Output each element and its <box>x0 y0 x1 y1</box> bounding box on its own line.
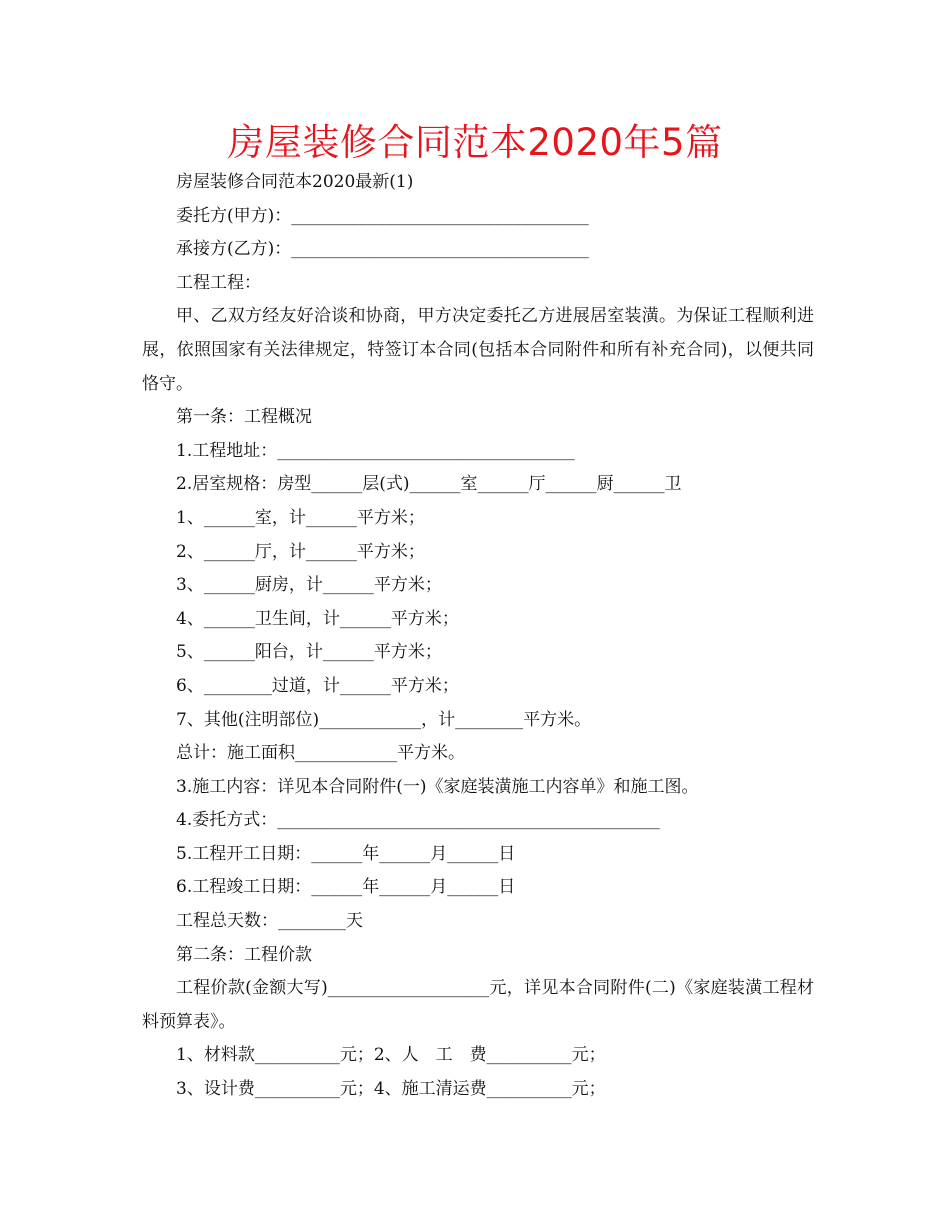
work-content-line: 3.施工内容：详见本合同附件(一)《家庭装潢施工内容单》和施工图。 <box>176 776 699 797</box>
area-item-hall: 2、______厅，计______平方米； <box>176 541 425 562</box>
project-address-line: 1.工程地址：___________________________________ <box>176 440 575 461</box>
article-1-heading: 第一条：工程概况 <box>176 407 312 428</box>
project-price-paragraph: 工程价款(金额大写)___________________元，详见本合同附件(二)《家庭装潢工程材料预算表》。 <box>142 978 814 1032</box>
party-a-line: 委托方(甲方)：___________________________________ <box>176 205 589 226</box>
preamble-paragraph: 甲、乙双方经友好洽谈和协商，甲方决定委托乙方进展居室装潢。为保证工程顺利进展，依照国家有关法律规定，特签订本合同(包括本合同附件和所有补充合同)，以便共同恪守。 <box>142 306 814 394</box>
cost-items-line-1: 1、材料款__________元；2、人 工 费__________元； <box>176 1045 606 1066</box>
room-spec-line: 2.居室规格：房型______层(式)______室______厅______厨______卫 <box>176 474 682 495</box>
area-item-room: 1、______室，计______平方米； <box>176 507 425 528</box>
project-label: 工程工程： <box>176 272 261 293</box>
area-item-balcony: 5、______阳台，计______平方米； <box>176 642 442 663</box>
start-date-line: 5.工程开工日期：______年______月______日 <box>176 843 516 864</box>
total-days-line: 工程总天数：________天 <box>176 911 363 932</box>
area-item-bathroom: 4、______卫生间，计______平方米； <box>176 608 459 629</box>
area-item-kitchen: 3、______厨房，计______平方米； <box>176 575 442 596</box>
contract-subtitle: 房屋装修合同范本2020最新(1) <box>176 172 414 192</box>
document-title: 房屋装修合同范本2020年5篇 <box>227 121 723 164</box>
commission-method-line: 4.委托方式：_____________________________________________ <box>176 810 660 831</box>
area-total-line: 总计：施工面积____________平方米。 <box>176 743 465 764</box>
completion-date-line: 6.工程竣工日期：______年______月______日 <box>176 877 516 898</box>
area-item-other: 7、其他(注明部位)____________，计________平方米。 <box>176 709 592 730</box>
article-2-heading: 第二条：工程价款 <box>176 944 312 965</box>
party-b-line: 承接方(乙方)：___________________________________ <box>176 239 589 260</box>
area-item-corridor: 6、________过道，计______平方米； <box>176 675 459 696</box>
cost-items-line-2: 3、设计费__________元；4、施工清运费__________元； <box>176 1079 606 1100</box>
document-body <box>142 166 814 1107</box>
